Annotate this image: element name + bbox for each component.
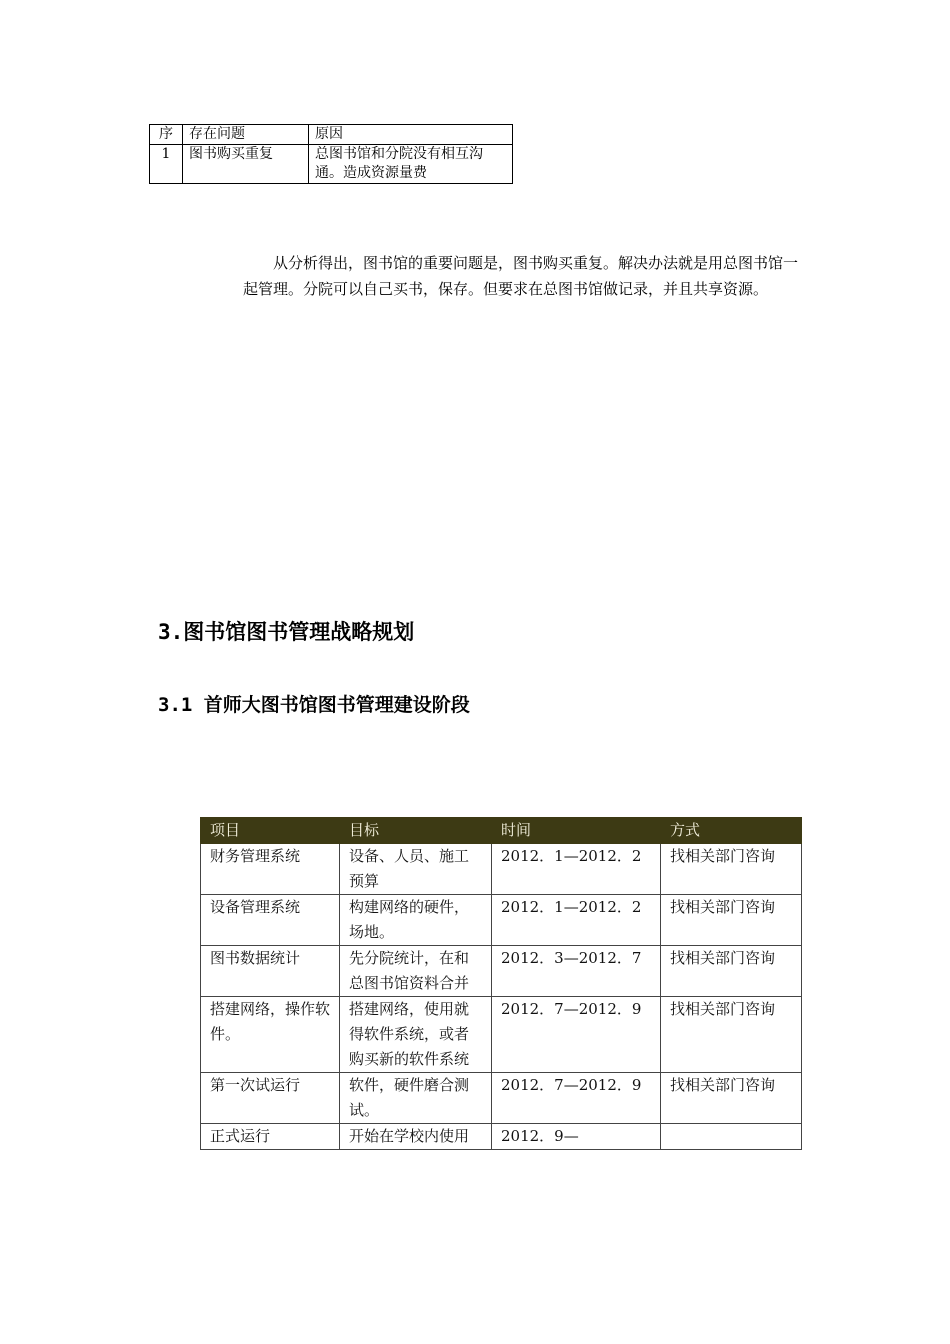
issues-table-header <box>150 125 513 145</box>
cell-time: 2012．7—2012．9 <box>492 1073 661 1124</box>
section-heading: 3.图书馆图书管理战略规划 <box>158 620 415 644</box>
row-seq: 1 <box>150 145 183 184</box>
cell-item: 财务管理系统 <box>201 844 340 895</box>
cell-item: 第一次试运行 <box>201 1073 340 1124</box>
cell-item: 设备管理系统 <box>201 895 340 946</box>
cell-goal: 开始在学校内使用 <box>340 1124 492 1150</box>
table-row <box>150 145 513 184</box>
table-row <box>201 946 802 997</box>
header-method: 方式 <box>661 818 802 844</box>
cell-method: 找相关部门咨询 <box>661 1073 802 1124</box>
plan-table <box>200 817 802 1150</box>
cell-item: 正式运行 <box>201 1124 340 1150</box>
cell-time: 2012．7—2012．9 <box>492 997 661 1073</box>
cell-method: 找相关部门咨询 <box>661 946 802 997</box>
cell-goal: 搭建网络，使用就得软件系统，或者购买新的软件系统 <box>340 997 492 1073</box>
cell-method <box>661 1124 802 1150</box>
header-item: 项目 <box>201 818 340 844</box>
cell-item: 搭建网络，操作软件。 <box>201 997 340 1073</box>
cell-item: 图书数据统计 <box>201 946 340 997</box>
row-problem: 图书购买重复 <box>183 145 309 184</box>
cell-time: 2012．9— <box>492 1124 661 1150</box>
table-row <box>201 1124 802 1150</box>
header-goal: 目标 <box>340 818 492 844</box>
cell-method: 找相关部门咨询 <box>661 895 802 946</box>
row-reason: 总图书馆和分院没有相互沟通。造成资源量费 <box>309 145 513 184</box>
cell-method: 找相关部门咨询 <box>661 997 802 1073</box>
table-row <box>201 844 802 895</box>
cell-goal: 软件，硬件磨合测试。 <box>340 1073 492 1124</box>
plan-table-header <box>201 818 802 844</box>
cell-goal: 构建网络的硬件，场地。 <box>340 895 492 946</box>
cell-time: 2012．1—2012．2 <box>492 895 661 946</box>
issues-table <box>149 124 513 184</box>
cell-method: 找相关部门咨询 <box>661 844 802 895</box>
header-problem: 存在问题 <box>183 125 309 145</box>
table-row <box>201 1073 802 1124</box>
cell-time: 2012．1—2012．2 <box>492 844 661 895</box>
cell-time: 2012．3—2012．7 <box>492 946 661 997</box>
header-reason: 原因 <box>309 125 513 145</box>
analysis-paragraph: 从分析得出，图书馆的重要问题是，图书购买重复。解决办法就是用总图书馆一起管理。分院可以自己买书，保存。但要求在总图书馆做记录，并且共享资源。 <box>243 254 799 298</box>
table-row <box>201 997 802 1073</box>
table-row <box>201 895 802 946</box>
cell-goal: 先分院统计，在和总图书馆资料合并 <box>340 946 492 997</box>
header-seq: 序 <box>150 125 183 145</box>
cell-goal: 设备、人员、施工预算 <box>340 844 492 895</box>
subsection-heading: 3.1 首师大图书馆图书管理建设阶段 <box>158 694 470 716</box>
header-time: 时间 <box>492 818 661 844</box>
